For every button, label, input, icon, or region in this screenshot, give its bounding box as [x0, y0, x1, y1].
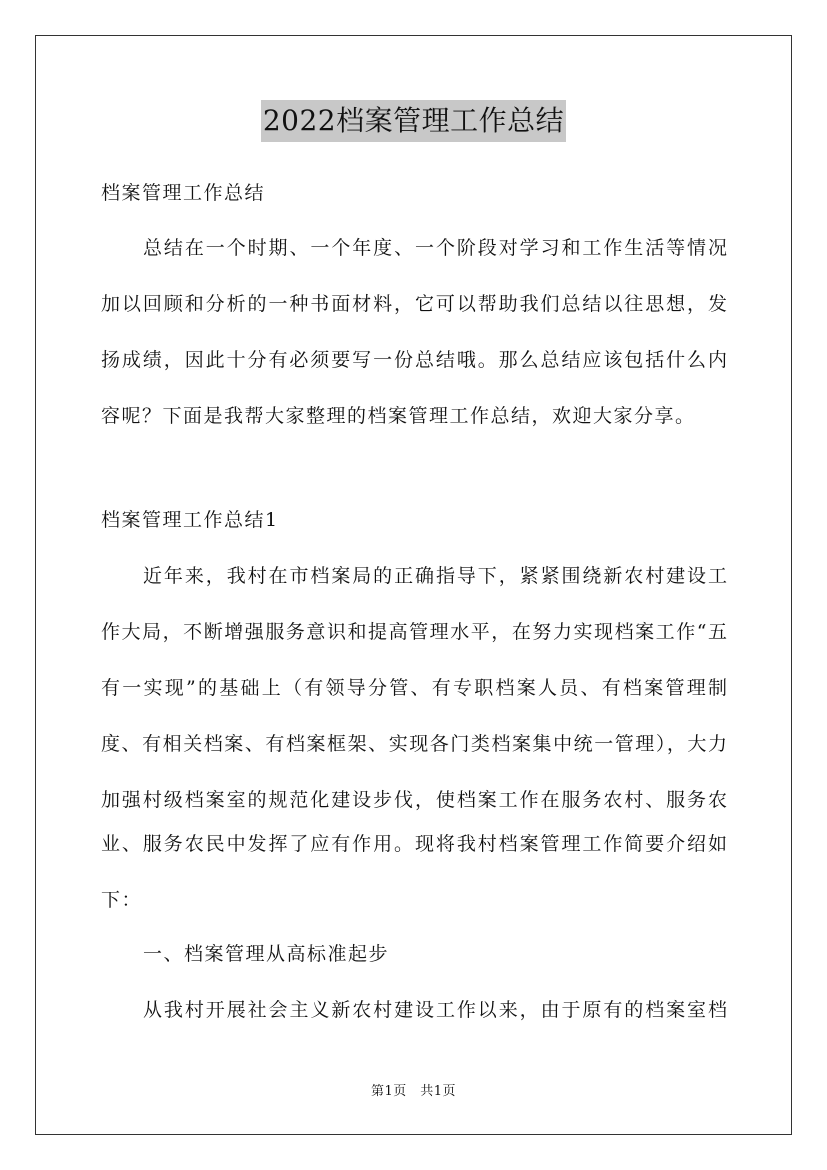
part1-line-6: 业、服务农民中发挥了应有作用。现将我村档案管理工作简要介绍如 [101, 833, 727, 855]
part1-heading: 档案管理工作总结1 [101, 509, 279, 531]
part1-line-1: 近年来，我村在市档案局的正确指导下，紧紧围绕新农村建设工 [143, 565, 727, 587]
intro-line-3: 扬成绩，因此十分有必须要写一份总结哦。那么总结应该包括什么内 [101, 349, 727, 371]
intro-line-4: 容呢？下面是我帮大家整理的档案管理工作总结，欢迎大家分享。 [101, 405, 696, 427]
title-wrap [0, 100, 827, 142]
part1-line-3: 有一实现”的基础上（有领导分管、有专职档案人员、有档案管理制 [101, 677, 727, 699]
intro-line-1: 总结在一个时期、一个年度、一个阶段对学习和工作生活等情况 [143, 237, 727, 259]
part1-line-4: 度、有相关档案、有档案框架、实现各门类档案集中统一管理），大力 [101, 733, 727, 755]
part1-line-5: 加强村级档案室的规范化建设步伐，使档案工作在服务农村、服务农 [101, 789, 727, 811]
page-footer: 第1页 共1页 [370, 1084, 457, 1099]
subheading-1: 一、档案管理从高标准起步 [143, 943, 390, 965]
part1-para2-line-1: 从我村开展社会主义新农村建设工作以来，由于原有的档案室档 [143, 999, 727, 1021]
part1-line-7: 下： [101, 889, 143, 911]
section-heading: 档案管理工作总结 [101, 182, 266, 204]
part1-line-2: 作大局，不断增强服务意识和提高管理水平，在努力实现档案工作“五 [101, 621, 727, 643]
intro-line-2: 加以回顾和分析的一种书面材料，它可以帮助我们总结以往思想，发 [101, 293, 727, 315]
document-title: 2022档案管理工作总结 [261, 100, 566, 142]
